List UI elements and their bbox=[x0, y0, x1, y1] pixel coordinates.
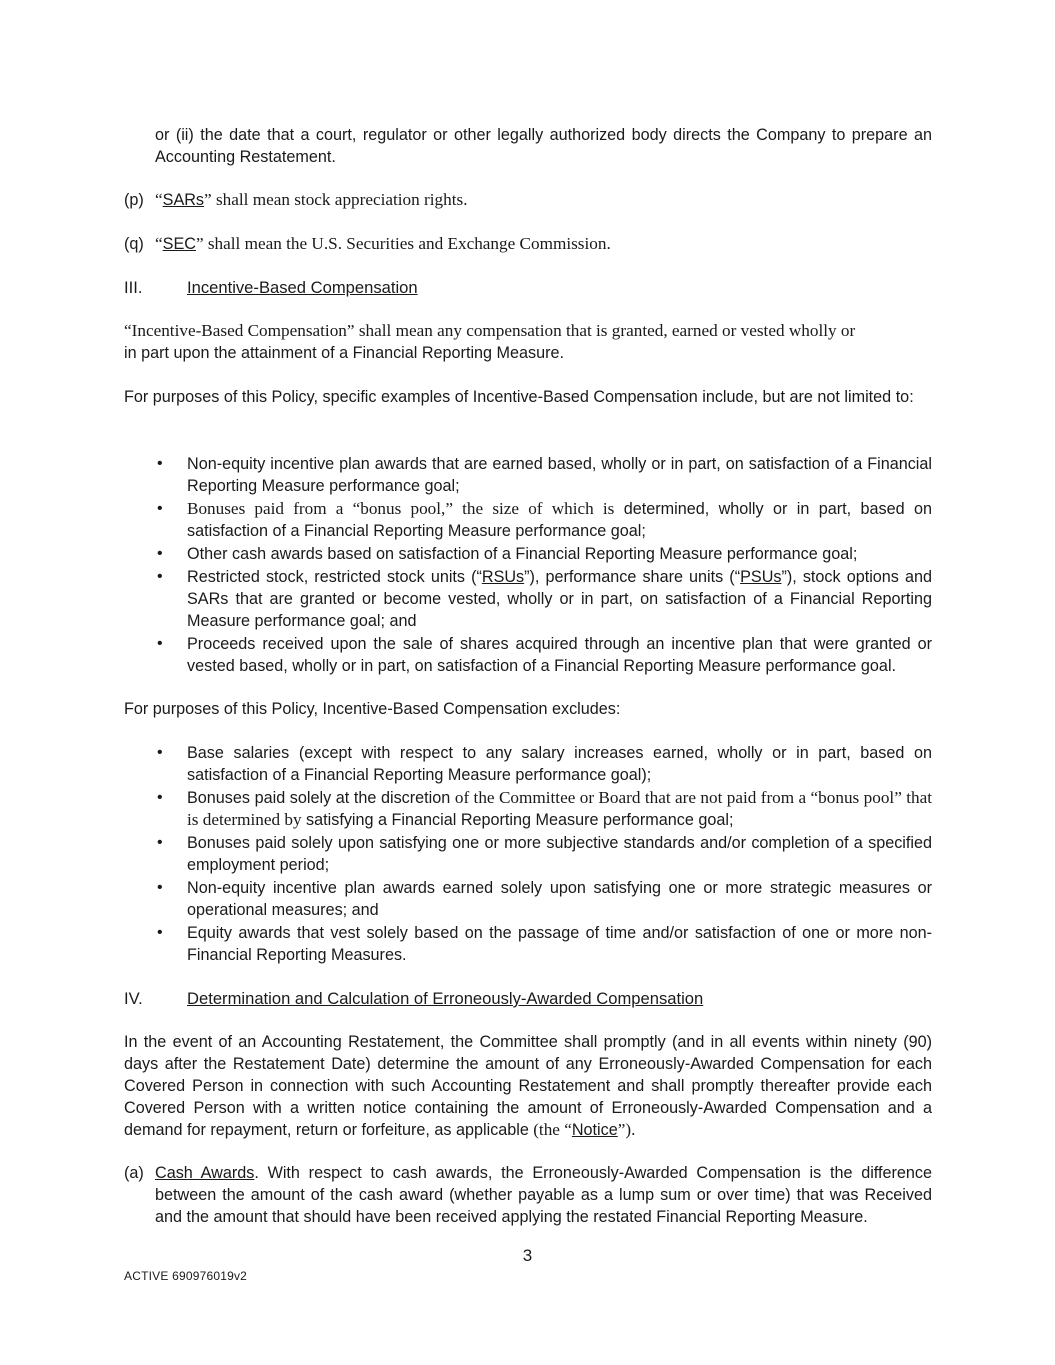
list-item: • Other cash awards based on satisfaction of a Financial Reporting Measure performance goal; bbox=[157, 545, 858, 563]
list-item: • Bonuses paid from a “bonus pool,” the size of which is determined, wholly or in part, based on satisfaction of a Financial Reporting Measure performance goal; bbox=[157, 499, 932, 540]
section-iii-title: Incentive-Based Compensation bbox=[187, 278, 418, 297]
bullet-icon: • bbox=[157, 568, 163, 585]
section-iv-heading: IV. Determination and Calculation of Erroneously-Awarded Compensation bbox=[124, 989, 704, 1008]
list-item: • Bonuses paid solely at the discretion of the Committee or Board that are not paid from a “bonus pool” that is determined by satisfying a Financial Reporting Measure performance goal; bbox=[157, 788, 932, 829]
defined-term-sars: SARs bbox=[162, 191, 205, 209]
bullet-icon: • bbox=[157, 924, 163, 941]
bullet-icon: • bbox=[157, 834, 163, 851]
defined-term-sec: SEC bbox=[162, 235, 196, 253]
includes-intro-paragraph: For purposes of this Policy, specific examples of Incentive-Based Compensation include, but are not limited to: bbox=[124, 388, 914, 406]
bullet-icon: • bbox=[157, 455, 163, 472]
defined-term-notice: Notice bbox=[571, 1121, 618, 1139]
definition-q: (q) “SEC” shall mean the U.S. Securities and Exchange Commission. bbox=[124, 234, 611, 253]
defined-term-cash-awards: Cash Awards bbox=[155, 1164, 255, 1182]
document-footer-id: ACTIVE 690976019v2 bbox=[124, 1269, 248, 1283]
includes-list bbox=[124, 453, 932, 678]
list-item: • Equity awards that vest solely based on the passage of time and/or satisfaction of one or more non-Financial Reporting Measures. bbox=[157, 924, 932, 964]
bullet-icon: • bbox=[157, 789, 163, 806]
definition-p: (p) “SARs” shall mean stock appreciation rights. bbox=[124, 190, 468, 209]
list-item: • Base salaries (except with respect to any salary increases earned, wholly or in part, based on satisfaction of a Financial Reporting Measure performance goal); bbox=[157, 744, 932, 784]
section-iv-title: Determination and Calculation of Erroneously-Awarded Compensation bbox=[187, 989, 704, 1008]
bullet-icon: • bbox=[157, 744, 163, 761]
list-item: • Restricted stock, restricted stock units (“RSUs”), performance share units (“PSUs”), stock options and SARs that are granted or become vested, wholly or in part, on satisfaction of a Financial Reporting Measure performance goal; and bbox=[157, 568, 932, 630]
excludes-intro-paragraph: For purposes of this Policy, Incentive-Based Compensation excludes: bbox=[124, 700, 621, 718]
bullet-icon: • bbox=[157, 545, 163, 562]
list-item: • Non-equity incentive plan awards that are earned based, wholly or in part, on satisfaction of a Financial Reporting Measure performance goal; bbox=[157, 455, 932, 495]
bullet-icon: • bbox=[157, 879, 163, 896]
page-number: 3 bbox=[522, 1246, 533, 1265]
list-item: • Proceeds received upon the sale of shares acquired through an incentive plan that were granted or vested based, wholly or in part, on satisfaction of a Financial Reporting Measure performance goal. bbox=[157, 635, 932, 675]
bullet-icon: • bbox=[157, 500, 163, 517]
section-iii-heading: III. Incentive-Based Compensation bbox=[124, 278, 418, 297]
list-item: • Bonuses paid solely upon satisfying one or more subjective standards and/or completion of a specified employment period; bbox=[157, 834, 932, 874]
section-iv-paragraph: In the event of an Accounting Restatement, the Committee shall promptly (and in all events within ninety (90) days after the Restatement Date) determine the amount of any Erroneously-Awarded Compensation for each Covered Person in connection with such Accounting Restatement and shall promptly thereafter provide each Covered Person with a written notice containing the amount of Erroneously-Awarded Compensation and a demand for repayment, return or forfeiture, as applicable (the “Notice”). bbox=[124, 1033, 932, 1139]
section-iii-definition-paragraph: “Incentive-Based Compensation” shall mean any compensation that is granted, earned or vested wholly or in part upon the attainment of a Financial Reporting Measure. bbox=[124, 321, 856, 362]
list-item: • Non-equity incentive plan awards earned solely upon satisfying one or more strategic measures or operational measures; and bbox=[157, 879, 932, 919]
excludes-list bbox=[124, 742, 932, 967]
item-a-cash-awards: (a) Cash Awards. With respect to cash awards, the Erroneously-Awarded Compensation is the difference between the amount of the cash award (whether payable as a lump sum or over time) that was Received and the amount that should have been received applying the restated Financial Reporting Measure. bbox=[124, 1164, 932, 1226]
bullet-icon: • bbox=[157, 635, 163, 652]
continuation-paragraph: or (ii) the date that a court, regulator or other legally authorized body directs the Company to prepare an Accounting Restatement. bbox=[155, 126, 932, 166]
